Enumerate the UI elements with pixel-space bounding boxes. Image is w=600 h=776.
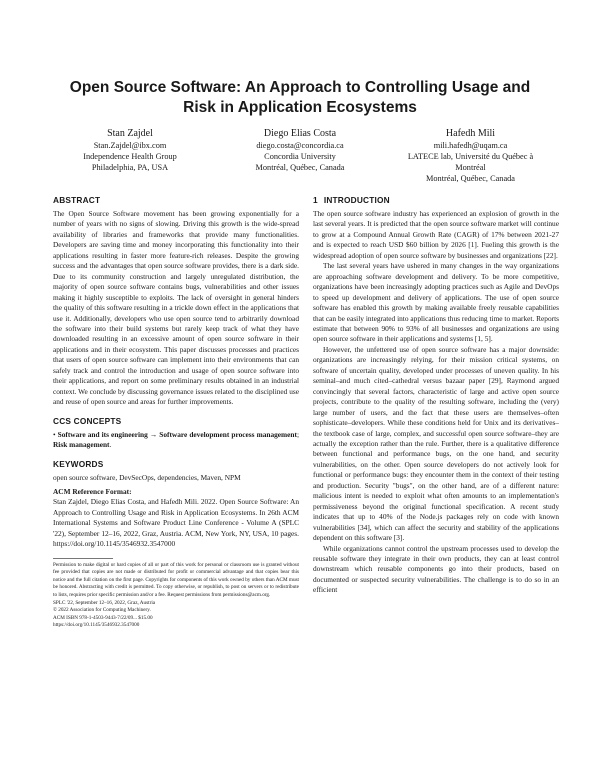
author-block-1 bbox=[50, 127, 210, 173]
ccs-arrow: → bbox=[147, 429, 160, 439]
keywords-text: open source software, DevSecOps, dependencies, Maven, NPM bbox=[53, 472, 241, 482]
author-email: Stan.Zajdel@ibx.com bbox=[93, 141, 167, 150]
intro-paragraph-4: While organizations cannot control the upstream processes used to develop the reusable software they integrate in their own products, they can at least control downstream which reusable components go into their products, based on documented or suspected security vulnerabilities. The challenge is to do so in an efficient bbox=[313, 543, 559, 595]
intro-heading-text: INTRODUCTION bbox=[323, 195, 390, 205]
keywords-heading: KEYWORDS bbox=[53, 458, 104, 469]
ccs-concepts bbox=[53, 430, 299, 451]
left-column bbox=[53, 195, 299, 765]
permission-conference: SPLC '22, September 12–16, 2022, Graz, Austria bbox=[53, 599, 156, 606]
title-line-2: Risk in Application Ecosystems bbox=[183, 99, 417, 116]
ccs-bullet: • bbox=[53, 429, 56, 439]
title-line-1: Open Source Software: An Approach to Controlling Usage and bbox=[69, 79, 531, 96]
ccs-end: . bbox=[109, 440, 112, 450]
intro-paragraph-1: The open source software industry has experienced an explosion of growth in the last several years. It is predicted that the open source software market will continue to grow at a Compound Annual Growth Rate (CAGR) of 17% between 2021-27 and is expected to reach USD $60 billion by 2026 [1]. Fueling this growth is the widespread adoption of open source software by businesses and organizations [22]. bbox=[313, 209, 559, 260]
author-location: Montréal, Québec, Canada bbox=[426, 174, 515, 183]
ccs-part-1: Software and its engineering bbox=[57, 429, 148, 439]
author-name: Hafedh Mili bbox=[445, 128, 496, 139]
permission-block bbox=[53, 562, 299, 630]
right-column bbox=[313, 195, 559, 765]
author-name: Stan Zajdel bbox=[107, 128, 153, 139]
intro-heading bbox=[313, 195, 559, 206]
permission-isbn: ACM ISBN 978-1-4503-9443-7/22/09... $15.00 bbox=[53, 614, 153, 621]
permission-doi: https://doi.org/10.1145/3546932.3547000 bbox=[53, 622, 140, 629]
permission-copyright: © 2022 Association for Computing Machinery. bbox=[53, 607, 151, 614]
reference-format bbox=[53, 487, 299, 550]
abstract-heading: ABSTRACT bbox=[53, 195, 101, 205]
footnote-rule bbox=[53, 558, 113, 559]
author-email: diego.costa@concordia.ca bbox=[256, 141, 344, 150]
permission-text: Permission to make digital or hard copies of all or part of this work for personal or classroom use is granted without fee provided that copies are not made or distributed for profit or commercial advantage and that copies bear this notice and the full citation on the first page. Copyrights for components of this work owned by others than ACM must be honored. Abstracting with credit is permitted. To copy otherwise, or republish, to post on servers or to redistribute to lists, requires prior specific permission and/or a fee. Request permissions from permissions@acm.org. bbox=[53, 561, 299, 599]
intro-paragraph-3: However, the unfettered use of open source software has a major downside: organizations are increasingly relying, for their mission critical systems, on software of uncertain quality, developed under processes of uneven quality. In his seminal–and much cited–cathedral versus bazaar paper [29], Raymond argued convincingly that several factors, characteristic of large and active open source projects, contribute to the quality of the resulting software, including the (very) large number of users, and the fact that these users are themselves–often sophisticate–developers. While these conditions held for Unix and its derivatives–the textbook case of large, complex, and successful open source software–they are actually the exception rather than the rule. Further, there is a qualitative difference between functional and performance bugs, on the one hand, and security vulnerabilities, on the other. Open source developers do not actively look for functional or performance bugs: they encounter them in the context of their testing and production. Security "bugs", on the other hand, are of a different nature: malicious intent is needed to exploit what often amounts to an implementation's permissiveness beyond the original functional specification. A recent study indicates that up to 40% of the Node.js packages rely on code with known vulnerabilities [34], which can affect the security and stability of the applications dependent on this software [3]. bbox=[313, 344, 559, 543]
ccs-part-2: Software development process management bbox=[159, 429, 297, 439]
ccs-part-3: Risk management bbox=[53, 440, 110, 450]
author-name: Diego Elias Costa bbox=[263, 128, 337, 139]
intro-section-number: 1 bbox=[313, 195, 318, 205]
author-affiliation-cont: Montréal bbox=[455, 163, 486, 172]
ccs-heading: CCS CONCEPTS bbox=[53, 415, 122, 426]
author-block-2 bbox=[220, 127, 380, 173]
ccs-separator: ; bbox=[296, 429, 299, 439]
abstract-text: The Open Source Software movement has been growing exponentially for a number of years with no signs of slowing. Driving this growth is the wide-spread availability of libraries and frameworks that provide many functionalities. Developers are saving time and money incorporating this functionality into their applications resulting in faster more feature-rich releases. Despite the growing success and the advantages that open source software provides, there is a dark side. Due to its community construction and largely unregulated distribution, the majority of open source software contains bugs, vulnerabilities and other issues making it highly susceptible to exploits. The lack of oversight in general hinders the quality of this software resulting in a trickle down effect in the applications that use it. Additionally, developers who use open source tend to arbitrarily download the software into their build systems but rarely keep track of what they have downloaded resulting in an excessive amount of open source software in their applications and in their ecosystem. This paper discusses processes and practices that users of open source software can implement into their environments that can safely track and control the introduction and usage of open source software into their applications, and report on some preliminary results obtained in an industrial context. We conclude by discussing governance issues related to the disciplined use and reuse of open source and areas for further improvements. bbox=[53, 209, 299, 407]
author-affiliation: Independence Health Group bbox=[83, 152, 177, 161]
author-location: Montréal, Québec, Canada bbox=[255, 163, 345, 172]
author-location: Philadelphia, PA, USA bbox=[91, 163, 169, 172]
author-affiliation: LATECE lab, Université du Québec à bbox=[407, 152, 534, 161]
author-block-3 bbox=[388, 127, 553, 184]
reference-format-text: Stan Zajdel, Diego Elias Costa, and Hafedh Mili. 2022. Open Source Software: An Approach to Controlling Usage and Risk in Application Ecosystems. In 26th ACM International Systems and Software Product Line Conference - Volume A (SPLC '22), September 12–16, 2022, Graz, Austria. ACM, New York, NY, USA, 10 pages. https://doi.org/10.1145/3546932.3547000 bbox=[53, 497, 299, 549]
reference-format-label: ACM Reference Format: bbox=[53, 486, 132, 496]
author-email: mili.hafedh@uqam.ca bbox=[433, 141, 508, 150]
intro-paragraph-2: The last several years have ushered in many changes in the way organizations are approaching software development and delivery. To be more competitive, organizations have been increasingly adopting practices such as Agile and DevOps to speed up development and delivery of applications. The use of open source software has enabled this growth by making available freely reusable capabilities that can be easily integrated into applications thus reducing time to market. Reports estimate that between 90% to 93% of all businesses and organizations are using open source software in their applications and systems [1, 5]. bbox=[313, 261, 559, 344]
paper-title bbox=[40, 78, 560, 118]
author-affiliation: Concordia University bbox=[264, 152, 336, 161]
